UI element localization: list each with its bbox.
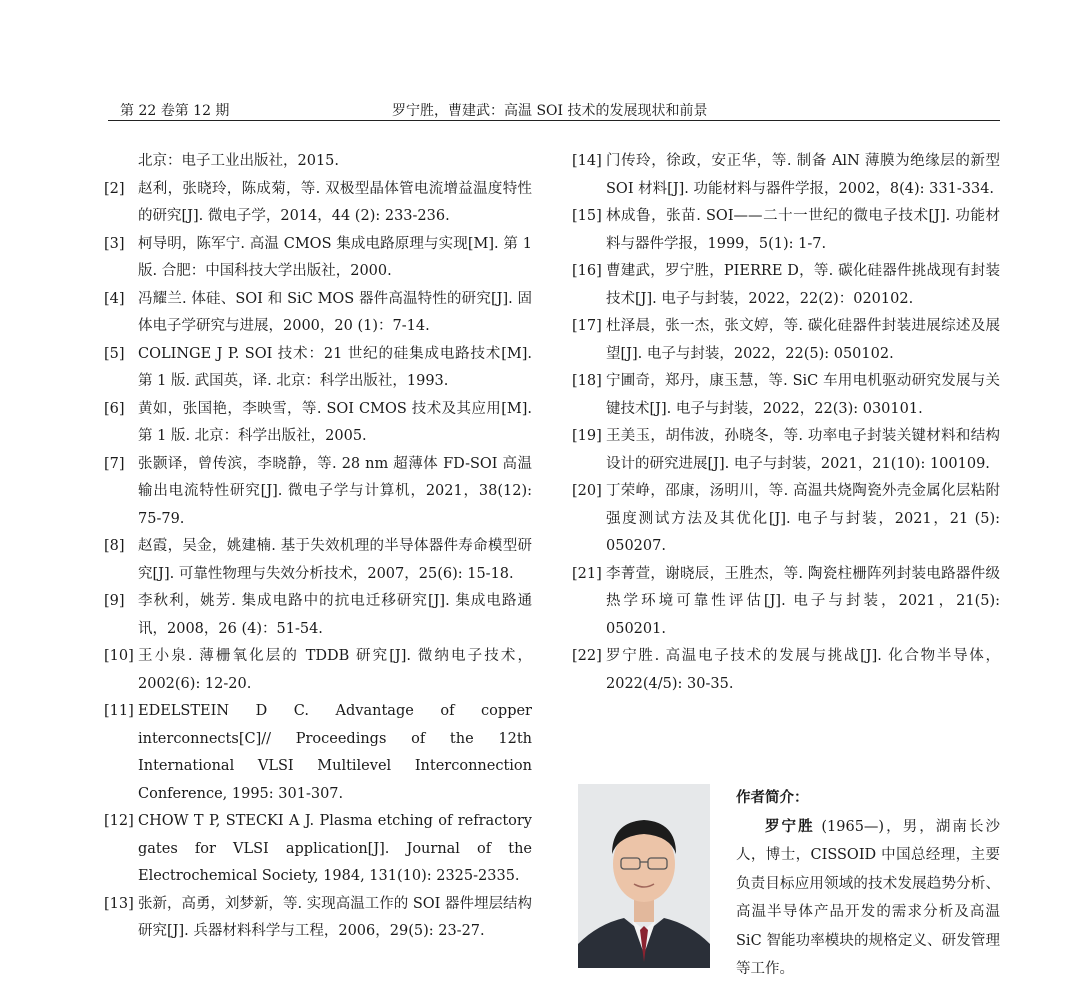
reference-number: [17] [572, 318, 602, 334]
header-rule [108, 120, 1000, 121]
reference-number: [5] [104, 345, 125, 362]
running-title: 罗宁胜，曹建武：高温 SOI 技术的发展现状和前景 [392, 103, 708, 119]
reference-number: [21] [572, 565, 602, 582]
reference-text: 门传玲，徐政，安正华，等. 制备 AlN 薄膜为绝缘层的新型 SOI 材料[J]. 功能材料与器件学报，2002，8(4): 331-334. [606, 153, 1000, 197]
reference-item [104, 698, 532, 808]
reference-item [104, 643, 532, 698]
reference-number: [19] [572, 428, 602, 444]
reference-number: [12] [104, 813, 134, 829]
reference-text: 罗宁胜. 高温电子技术的发展与挑战[J]. 化合物半导体，2022(4/5): 30-35. [606, 648, 1000, 692]
reference-number: [10] [104, 648, 134, 664]
author-name: 罗宁胜 [765, 817, 815, 835]
reference-number: [13] [104, 895, 134, 912]
author-bio-heading: 作者简介： [736, 789, 809, 806]
reference-text: 张新，高勇，刘梦新，等. 实现高温工作的 SOI 器件埋层结构研究[J]. 兵器材料科学与工程，2006，29(5): 23-27. [138, 895, 532, 939]
reference-text: 赵霞，吴金，姚建楠. 基于失效机理的半导体器件寿命模型研究[J]. 可靠性物理与失效分析技术，2007，25(6): 15-18. [138, 538, 532, 582]
reference-number: [3] [104, 235, 125, 252]
reference-text: 张颢译，曾传滨，李晓静，等. 28 nm 超薄体 FD-SOI 高温输出电流特性研究[J]. 微电子学与计算机，2021，38(12): 75-79. [138, 455, 532, 527]
reference-item [104, 231, 532, 286]
author-photo [578, 784, 710, 968]
reference-text: 林成鲁，张苗. SOI——二十一世纪的微电子技术[J]. 功能材料与器件学报，1999，5(1): 1-7. [606, 208, 1000, 252]
reference-number: [8] [104, 538, 125, 554]
reference-item [572, 423, 1000, 478]
reference-item [104, 341, 532, 396]
reference-text: 宁圃奇，郑丹，康玉慧，等. SiC 车用电机驱动研究发展与关键技术[J]. 电子与封装，2022，22(3): 030101. [606, 373, 1000, 417]
reference-number: [20] [572, 483, 602, 499]
reference-text: 冯耀兰. 体硅、SOI 和 SiC MOS 器件高温特性的研究[J]. 固体电子学研究与进展，2000，20 (1)：7-14. [138, 290, 532, 334]
reference-number: [14] [572, 153, 602, 169]
reference-text: 赵利，张晓玲，陈成菊，等. 双极型晶体管电流增益温度特性的研究[J]. 微电子学，2014，44 (2): 233-236. [138, 180, 532, 224]
reference-item [572, 561, 1000, 644]
reference-item [104, 396, 532, 451]
reference-item [104, 286, 532, 341]
author-bio-section [736, 784, 1000, 998]
reference-item [104, 451, 532, 534]
references-left-column [104, 148, 532, 946]
reference-item [572, 478, 1000, 561]
reference-item [572, 643, 1000, 698]
reference-item [572, 258, 1000, 313]
reference-number: [15] [572, 208, 602, 224]
reference-item [572, 148, 1000, 203]
reference-text: 杜泽晨，张一杰，张文婷，等. 碳化硅器件封装进展综述及展望[J]. 电子与封装，2022，22(5): 050102. [606, 318, 1000, 362]
author-bio-body: (1965—)，男，湖南长沙人，博士，CISSOID 中国总经理，主要负责目标应用领域的技术发展趋势分析、高温半导体产品开发的需求分析及高温 SiC 智能功率模块的规格定义、研发管理等工作。 [736, 818, 1000, 977]
reference-number: [22] [572, 648, 602, 664]
reference-item [104, 891, 532, 946]
reference-item [572, 203, 1000, 258]
running-header [108, 98, 1000, 120]
reference-text: 李秋利，姚芳. 集成电路中的抗电迁移研究[J]. 集成电路通讯，2008，26 (4)：51-54. [138, 593, 532, 637]
reference-number: [11] [104, 703, 134, 719]
reference-text: 李菁萱，谢晓辰，王胜杰，等. 陶瓷柱栅阵列封装电路器件级热学环境可靠性评估[J]. 电子与封装，2021，21(5): 050201. [606, 565, 1000, 637]
reference-item [104, 176, 532, 231]
reference-text: EDELSTEIN D C. Advantage of copper interconnects[C]// Proceedings of the 12th International VLSI Multilevel Interconnection Conference, 1995: 301-307. [138, 703, 532, 802]
reference-number: [18] [572, 373, 602, 389]
reference-item [104, 588, 532, 643]
author-portrait-graphic [578, 784, 710, 968]
references-right-column [572, 148, 1000, 698]
reference-number: [16] [572, 263, 602, 279]
reference-text: 丁荣峥，邵康，汤明川，等. 高温共烧陶瓷外壳金属化层粘附强度测试方法及其优化[J]. 电子与封装，2021，21 (5): 050207. [606, 483, 1000, 554]
reference-text: CHOW T P, STECKI A J. Plasma etching of refractory gates for VLSI application[J]. Journal of the Electrochemical Society, 1984, 131(10): 2325-2335. [138, 813, 532, 884]
reference-item [572, 368, 1000, 423]
reference-number: [6] [104, 400, 125, 417]
reference-number: [4] [104, 290, 125, 307]
reference-number: [7] [104, 455, 125, 472]
reference-text: COLINGE J P. SOI 技术：21 世纪的硅集成电路技术[M]. 第 1 版. 武国英，译. 北京：科学出版社，1993. [138, 345, 532, 389]
reference-text: 王美玉，胡伟波，孙晓冬，等. 功率电子封装关键材料和结构设计的研究进展[J]. 电子与封装，2021，21(10): 100109. [606, 428, 1000, 472]
reference-item [104, 533, 532, 588]
reference-text: 柯导明，陈军宁. 高温 CMOS 集成电路原理与实现[M]. 第 1 版. 合肥：中国科技大学出版社，2000. [138, 235, 532, 279]
issue-label: 第 22 卷第 12 期 [120, 103, 230, 119]
reference-continuation: 北京：电子工业出版社，2015. [138, 153, 340, 169]
reference-text: 黄如，张国艳，李映雪，等. SOI CMOS 技术及其应用[M]. 第 1 版. 北京：科学出版社，2005. [138, 400, 532, 444]
reference-item [572, 313, 1000, 368]
author-bio-text [736, 813, 1000, 984]
reference-number: [2] [104, 180, 125, 197]
reference-item [104, 808, 532, 891]
reference-text: 曹建武，罗宁胜，PIERRE D，等. 碳化硅器件挑战现有封装技术[J]. 电子与封装，2022，22(2)：020102. [606, 263, 1000, 307]
reference-text: 王小泉. 薄栅氧化层的 TDDB 研究[J]. 微纳电子技术，2002(6): 12-20. [138, 648, 532, 692]
reference-number: [9] [104, 593, 125, 609]
